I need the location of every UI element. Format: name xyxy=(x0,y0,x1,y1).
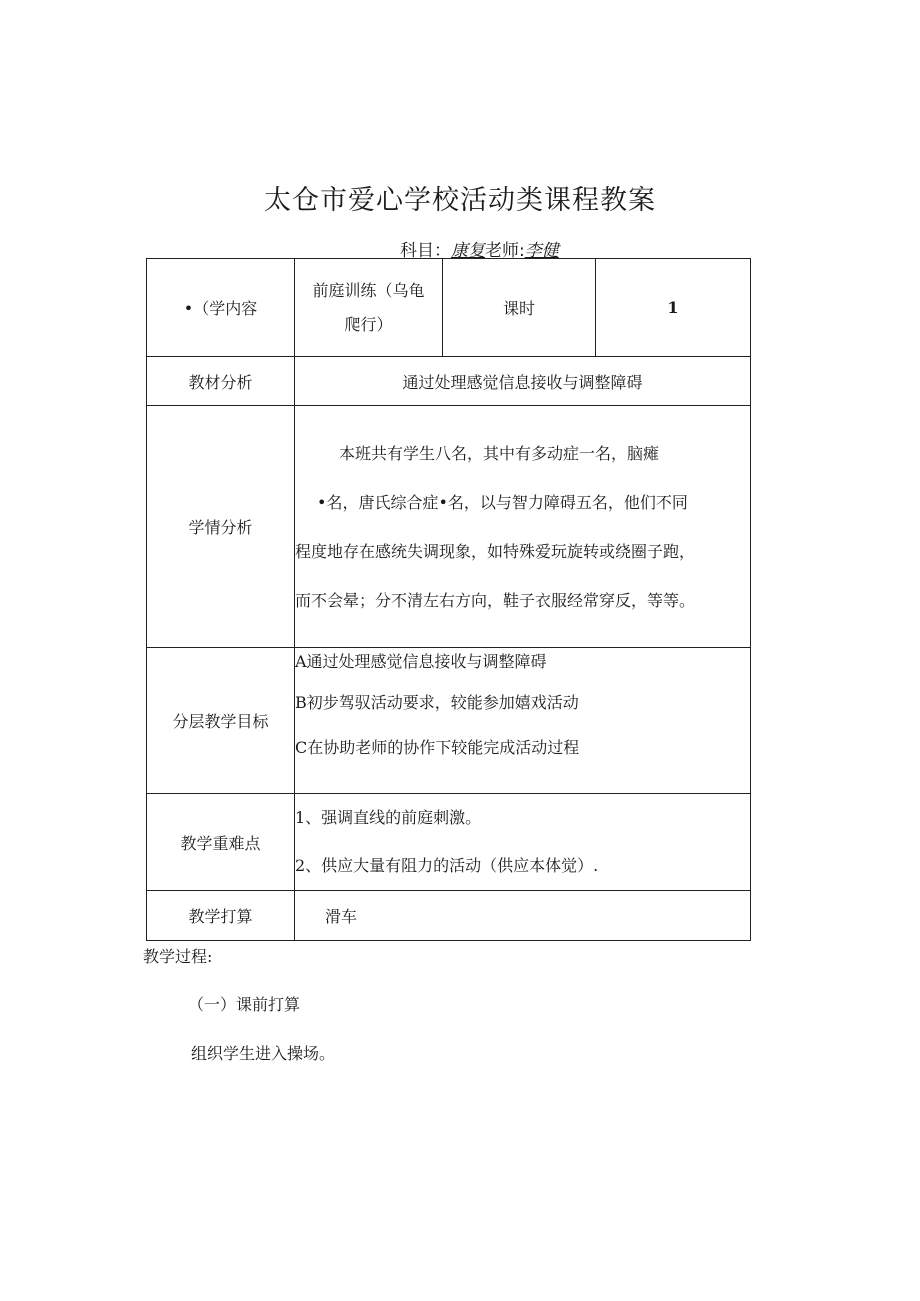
process-label: 教学过程: xyxy=(143,947,213,966)
hours-value: 1 xyxy=(596,259,751,357)
keypoints-label: 教学重难点 xyxy=(147,794,295,891)
students-line-2: •名，唐氏综合症•名，以与智力障碍五名，他们不同 xyxy=(317,492,688,512)
keypoint-2: 2、供应大量有阻力的活动（供应本体觉）. xyxy=(295,856,599,875)
goal-b: B初步驾驭活动要求，较能参加嬉戏活动 xyxy=(295,693,579,712)
students-line-1: 本班共有学生八名，其中有多动症一名，脑瘫 xyxy=(339,443,660,463)
table-row xyxy=(147,357,751,406)
lesson-plan-table xyxy=(146,258,751,941)
teacher-prefix: 老师: xyxy=(485,241,525,261)
goals-value xyxy=(295,648,751,794)
subject-value: 康复 xyxy=(451,241,485,261)
table-row xyxy=(147,891,751,941)
table-row xyxy=(147,259,751,357)
subject-prefix: 科目： xyxy=(400,241,451,261)
keypoint-1: 1、强调直线的前庭刺激。 xyxy=(295,808,482,827)
keypoints-value xyxy=(295,794,751,891)
content-line-1: 前庭训练（乌龟 xyxy=(312,280,425,300)
hours-label: 课时 xyxy=(443,259,596,357)
students-value xyxy=(295,406,751,648)
content-value xyxy=(295,259,443,357)
prep-value: 滑车 xyxy=(295,891,751,941)
teacher-value: 李健 xyxy=(524,241,559,261)
table-row xyxy=(147,406,751,648)
goals-label: 分层教学目标 xyxy=(147,648,295,794)
content-line-2: 爬行） xyxy=(344,314,393,334)
table-row xyxy=(147,648,751,794)
prep-label: 教学打算 xyxy=(147,891,295,941)
students-label: 学情分析 xyxy=(147,406,295,648)
section-heading: （一）课前打算 xyxy=(188,995,301,1014)
section-text: 组织学生进入操场。 xyxy=(191,1044,336,1063)
students-line-3: 程度地存在感统失调现象，如特殊爱玩旋转或绕圈子跑， xyxy=(295,541,696,561)
material-label: 教材分析 xyxy=(147,357,295,406)
content-label: •（学内容 xyxy=(147,259,295,357)
goal-a: A通过处理感觉信息接收与调整障碍 xyxy=(295,652,547,671)
table-row xyxy=(147,794,751,891)
goal-c: C在协助老师的协作下较能完成活动过程 xyxy=(295,738,580,757)
material-value: 通过处理感觉信息接收与调整障碍 xyxy=(295,357,751,406)
document-title: 太仓市爱心学校活动类课程教案 xyxy=(264,185,656,216)
students-line-4: 而不会晕；分不清左右方向，鞋子衣服经常穿反，等等。 xyxy=(295,590,696,610)
